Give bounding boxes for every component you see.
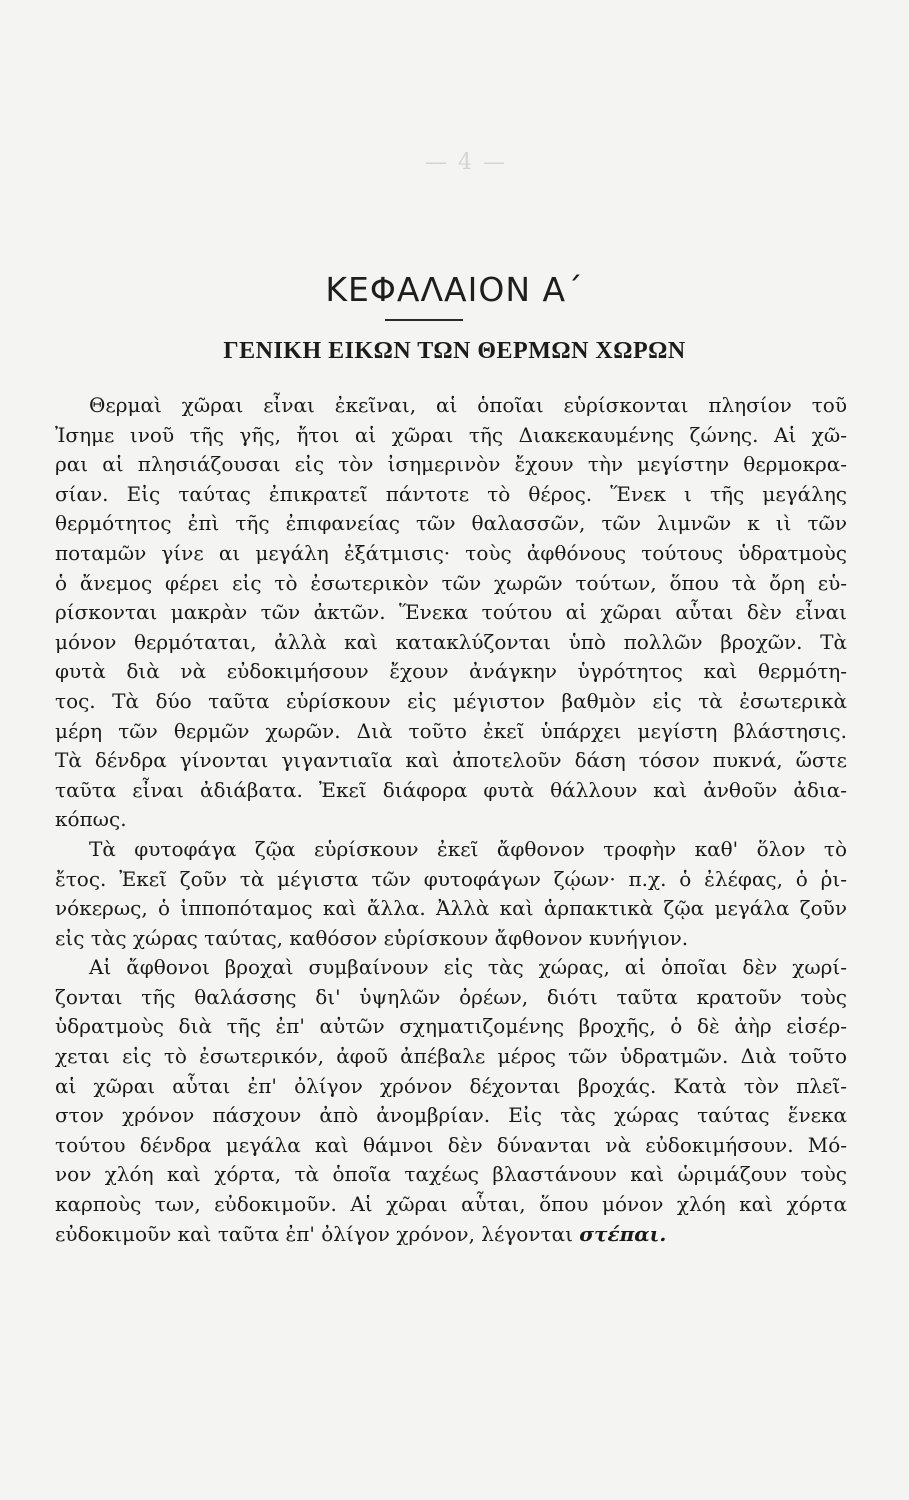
text-line: μέρη τῶν θερμῶν χωρῶν. Διὰ τοῦτο ἐκεῖ ὑπάρχει μεγίστη βλάστησις.	[55, 718, 847, 743]
text-line: χεται εἰς τὸ ἐσωτερικόν, ἀφοῦ ἀπέβαλε μέρος τῶν ὑδρατμῶν. Διὰ τοῦτο	[55, 1044, 847, 1069]
text-line: στον χρόνον πάσχουν ἀπὸ ἀνομβρίαν. Εἰς τὰς χώρας ταύτας ἕνεκα	[55, 1103, 847, 1128]
text-line: καρποὺς των, εὐδοκιμοῦν. Αἱ χῶραι αὗται, ὅπου μόνον χλόη καὶ χόρτα	[55, 1192, 847, 1217]
text-line: τούτου δένδρα μεγάλα καὶ θάμνοι δὲν δύνανται νὰ εὐδοκιμήσουν. Μό-	[55, 1132, 847, 1157]
text-line: αἱ χῶραι αὗται ἐπ' ὀλίγον χρόνον δέχονται βροχάς. Κατὰ τὸν πλεῖ-	[55, 1073, 847, 1098]
bleed-through-shadow	[60, 205, 65, 227]
text-line: φυτὰ διὰ νὰ εὐδοκιμήσουν ἔχουν ἀνάγκην ὑγρότητος καὶ θερμότη-	[55, 659, 847, 684]
text-line: εἰς τὰς χώρας ταύτας, καθόσον εὑρίσκουν ἄφθονον κυνήγιον.	[55, 925, 689, 950]
page-number: — 4 —	[425, 150, 507, 175]
chapter-title: ΚΕΦΑΛΑΙΟΝ Α΄	[325, 270, 584, 309]
text-line: Αἱ ἄφθονοι βροχαὶ συμβαίνουν εἰς τὰς χώρας, αἱ ὁποῖαι δὲν χωρί-	[89, 955, 847, 980]
text-line: νον χλόη καὶ χόρτα, τὰ ὁποῖα ταχέως βλαστάνουν καὶ ὡριμάζουν τοὺς	[55, 1162, 847, 1187]
body-text	[55, 391, 847, 1249]
text-line: κόπως.	[55, 807, 127, 832]
text-line: ποταμῶν γίνε αι μεγάλη ἐξάτμισις· τοὺς ἀφθόνους τούτους ὑδρατμοὺς	[55, 540, 847, 565]
section-heading: ΓΕΝΙΚΗ ΕΙΚΩΝ ΤΩΝ ΘΕΡΜΩΝ ΧΩΡΩΝ	[223, 338, 686, 364]
title-divider	[385, 319, 463, 321]
text-line: Ἰσημε ινοῦ τῆς γῆς, ἤτοι αἱ χῶραι τῆς Διακεκαυμένης ζώνης. Αἱ χῶ-	[55, 422, 847, 447]
text-line: ταῦτα εἶναι ἀδιάβατα. Ἐκεῖ διάφορα φυτὰ θάλλουν καὶ ἀνθοῦν ἀδια-	[55, 777, 847, 802]
text-line: μόνον θερμόταται, ἀλλὰ καὶ κατακλύζονται ὑπὸ πολλῶν βροχῶν. Τὰ	[55, 629, 847, 654]
text-line: σίαν. Εἰς ταύτας ἐπικρατεῖ πάντοτε τὸ θέρος. Ἕνεκ ι τῆς μεγάλης	[55, 481, 847, 506]
text-line: ὑδρατμοὺς διὰ τῆς ἐπ' αὐτῶν σχηματιζομένης βροχῆς, ὁ δὲ ἀὴρ εἰσέρ-	[55, 1014, 847, 1039]
text-line: ρίσκονται μακρὰν τῶν ἀκτῶν. Ἕνεκα τούτου αἱ χῶραι αὗται δὲν εἶναι	[55, 600, 847, 625]
text-line: θερμότητος ἐπὶ τῆς ἐπιφανείας τῶν θαλασσῶν, τῶν λιμνῶν κ ιὶ τῶν	[55, 511, 847, 536]
emphasis-term: στέπαι.	[579, 1221, 667, 1246]
text-line: ὁ ἄνεμος φέρει εἰς τὸ ἐσωτερικὸν τῶν χωρῶν τούτων, ὅπου τὰ ὄρη εὑ-	[55, 570, 847, 595]
paragraph	[55, 391, 847, 835]
text-line: Τὰ φυτοφάγα ζῷα εὑρίσκουν ἐκεῖ ἄφθονον τροφὴν καθ' ὅλον τὸ	[89, 836, 847, 861]
text-line-fragment: εὐδοκιμοῦν καὶ ταῦτα ἐπ' ὀλίγον χρόνον, λέγονται	[55, 1221, 573, 1246]
text-line: ραι αἱ πλησιάζουσαι εἰς τὸν ἰσημερινὸν ἔχουν τὴν μεγίστην θερμοκρα-	[55, 452, 847, 477]
text-line: νόκερως, ὁ ἱπποπόταμος καὶ ἄλλα. Ἀλλὰ καὶ ἁρπακτικὰ ζῷα μεγάλα ζοῦν	[55, 896, 847, 921]
final-line	[55, 1220, 847, 1250]
paragraph	[55, 835, 847, 953]
text-line: ζονται τῆς θαλάσσης δι' ὑψηλῶν ὀρέων, διότι ταῦτα κρατοῦν τοὺς	[55, 984, 847, 1009]
text-line: Θερμαὶ χῶραι εἶναι ἐκεῖναι, αἱ ὁποῖαι εὑρίσκονται πλησίον τοῦ	[89, 393, 847, 417]
text-line: τος. Τὰ δύο ταῦτα εὑρίσκουν εἰς μέγιστον βαθμὸν εἰς τὰ ἐσωτερικὰ	[55, 688, 847, 713]
text-line: ἔτος. Ἐκεῖ ζοῦν τὰ μέγιστα τῶν φυτοφάγων ζῴων· π.χ. ὁ ἐλέφας, ὁ ῥι-	[55, 866, 847, 891]
paragraph	[55, 953, 847, 1249]
text-line: Τὰ δένδρα γίνονται γιγαντιαῖα καὶ ἀποτελοῦν δάση τόσον πυκνά, ὥστε	[55, 748, 847, 773]
